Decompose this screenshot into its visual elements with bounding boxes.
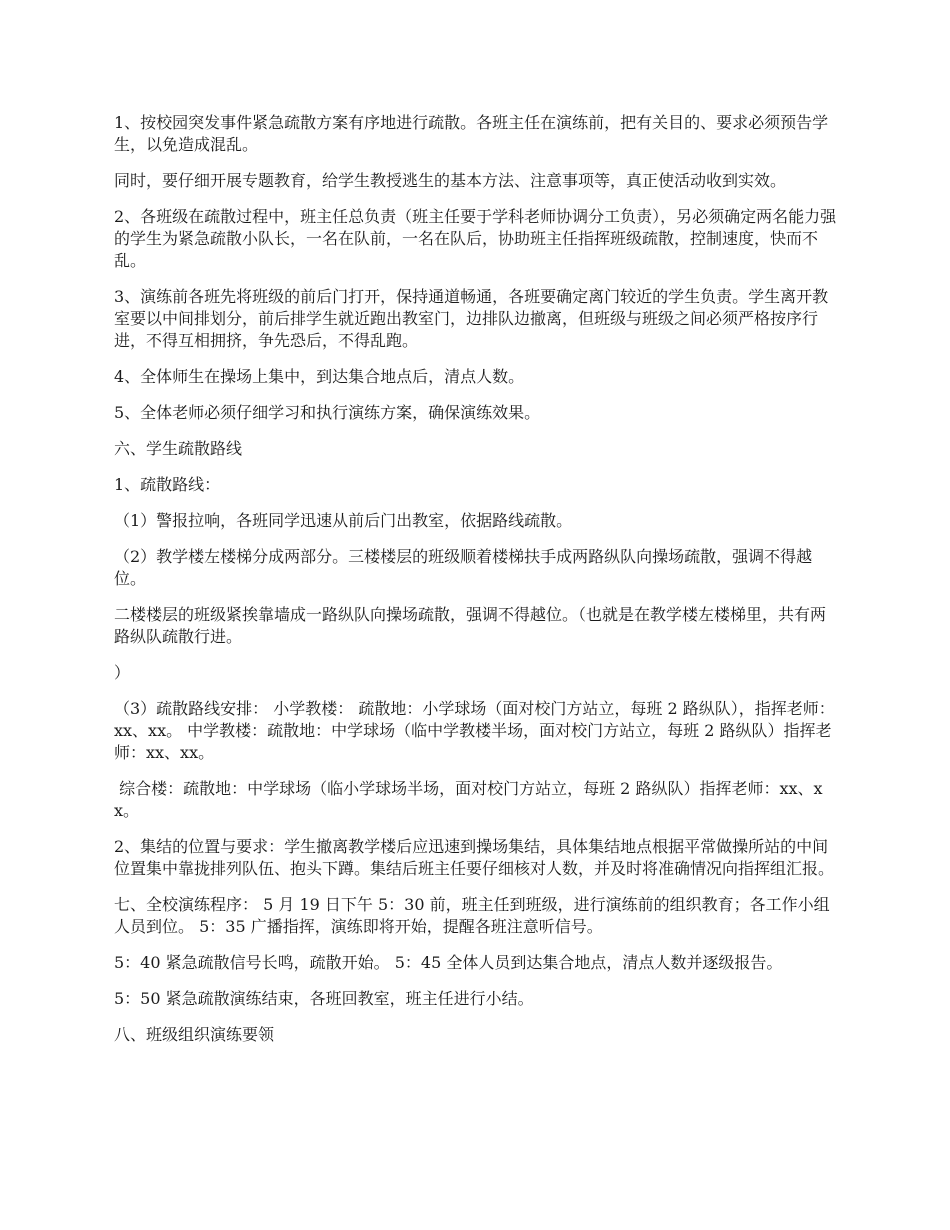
section-heading-6-routes: 六、学生疏散路线	[114, 439, 243, 458]
paragraph-route-1-alarm: （1）警报拉响，各班同学迅速从前后门出教室，依据路线疏散。	[114, 511, 573, 530]
paragraph-assembly-requirements: 2、集结的位置与要求：学生撤离教学楼后应迅速到操场集结，具体集结地点根据平常做操所站的中间位置集中靠拢排列队伍、抱头下蹲。集结后班主任要仔细核对人数，并及时将准确情况向指挥组汇报。	[114, 837, 835, 878]
paragraph-route-3-arrangement: （3）疏散路线安排： 小学教楼： 疏散地：小学球场（面对校门方站立，每班 2 路纵队），指挥老师：xx、xx。 中学教楼：疏散地：中学球场（临中学教楼半场，面对校门方站立，每班 2 路纵队）指挥老师：xx、xx。	[114, 699, 835, 762]
document-body	[114, 112, 840, 1060]
paragraph-item-4-assembly-count: 4、全体师生在操场上集中，到达集合地点后，清点人数。	[114, 367, 525, 386]
paragraph-closing-paren: ）	[114, 663, 131, 682]
paragraph-special-education: 同时，要仔细开展专题教育，给学生教授逃生的基本方法、注意事项等，真正使活动收到实效。	[114, 171, 787, 190]
paragraph-route-2-left-stairs: （2）教学楼左楼梯分成两部分。三楼楼层的班级顺着楼梯扶手成两路纵队向操场疏散，强调不得越位。	[114, 547, 813, 588]
paragraph-item-5-teachers-study: 5、全体老师必须仔细学习和执行演练方案，确保演练效果。	[114, 403, 541, 422]
section-heading-7-procedure: 七、全校演练程序： 5 月 19 日下午 5：30 前，班主任到班级，进行演练前的组织教育；各工作小组人员到位。 5：35 广播指挥，演练即将开始，提醒各班注意听信号。	[114, 895, 830, 936]
paragraph-second-floor: 二楼楼层的班级紧挨靠墙成一路纵队向操场疏散，强调不得越位。（也就是在教学楼左楼梯里，共有两路纵队疏散行进。	[114, 605, 827, 646]
paragraph-complex-building: 综合楼：疏散地：中学球场（临小学球场半场，面对校门方站立，每班 2 路纵队）指挥老师：xx、xx。	[114, 779, 823, 820]
paragraph-procedure-540: 5：40 紧急疏散信号长鸣，疏散开始。 5：45 全体人员到达集合地点，清点人数并逐级报告。	[114, 953, 783, 972]
paragraph-item-3-doors-and-order: 3、演练前各班先将班级的前后门打开，保持通道畅通，各班要确定离门较近的学生负责。学生离开教室要以中间排划分，前后排学生就近跑出教室门，边排队边撤离，但班级与班级之间必须严格按序行进，不得互相拥挤，争先恐后，不得乱跑。	[114, 287, 829, 350]
paragraph-item-2-class-leaders: 2、各班级在疏散过程中，班主任总负责（班主任要于学科老师协调分工负责），另必须确定两名能力强的学生为紧急疏散小队长，一名在队前，一名在队后，协助班主任指挥班级疏散，控制速度，快而不乱。	[114, 207, 837, 270]
section-heading-8-essentials: 八、班级组织演练要领	[114, 1025, 275, 1044]
paragraph-procedure-550: 5：50 紧急疏散演练结束，各班回教室，班主任进行小结。	[114, 989, 534, 1008]
paragraph-item-1-evacuation-plan: 1、按校园突发事件紧急疏散方案有序地进行疏散。各班主任在演练前，把有关目的、要求必须预告学生，以免造成混乱。	[114, 113, 829, 154]
paragraph-routes-heading: 1、疏散路线：	[114, 475, 221, 494]
